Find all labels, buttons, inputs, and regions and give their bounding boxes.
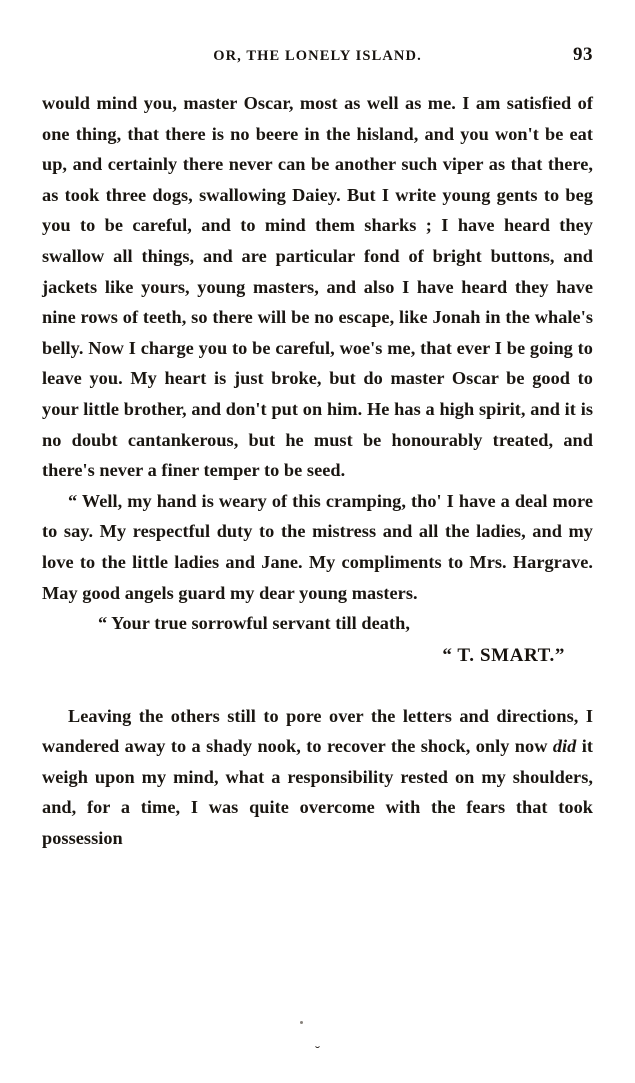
- narrative-tail: it weigh upon my mind, what a responsibility rested on my shoulders, and, for a time, I was quite overcome with the fears that took possession: [42, 736, 593, 849]
- page-body: [42, 88, 593, 854]
- narrative-lead: Leaving the others still to pore over the letters and directions, I wandered away to a shady nook, to recover the shock, only now: [42, 705, 593, 757]
- running-head: OR, THE LONELY ISLAND.: [213, 48, 422, 64]
- paragraph-letter-body: would mind you, master Oscar, most as well as me. I am satisfied of one thing, that there is no beere in the hisland, and you won't be eat up, and certainly there never can be another such viper as that there, as took three dogs, swallowing Daiey. But I write young gents to beg you to be careful, and to mind them sharks ; I have heard they swallow all things, and are particular fond of bright buttons, and jackets like yours, young masters, and also I have heard they have nine rows of teeth, so there will be no escape, like Jonah in the whale's belly. Now I charge you to be careful, woe's me, that ever I be going to leave you. My heart is just broke, but do master Oscar be good to your little brother, and don't put on him. He has a high spirit, and it is no doubt cantankerous, but he must be honourably treated, and there's never a finer temper to be seed.: [42, 93, 593, 481]
- page-header: [42, 44, 593, 72]
- paragraph-letter-valediction: “ Your true sorrowful servant till death,: [98, 613, 410, 634]
- narrative-emphasis: did: [552, 736, 577, 757]
- letter-signature: “ T. SMART.”: [442, 644, 565, 666]
- page-number: 93: [573, 44, 593, 65]
- paragraph-narrative-resume: [42, 701, 593, 854]
- paragraph-letter-closing: “ Well, my hand is weary of this cramping, tho' I have a deal more to say. My respectful duty to the mistress and all the ladies, and my love to the little ladies and Jane. My compliments to Mrs. Hargrave. May good angels guard my dear young masters.: [42, 490, 593, 603]
- page-tail-mark: ˘: [315, 1044, 320, 1060]
- ink-speck: [300, 1021, 303, 1024]
